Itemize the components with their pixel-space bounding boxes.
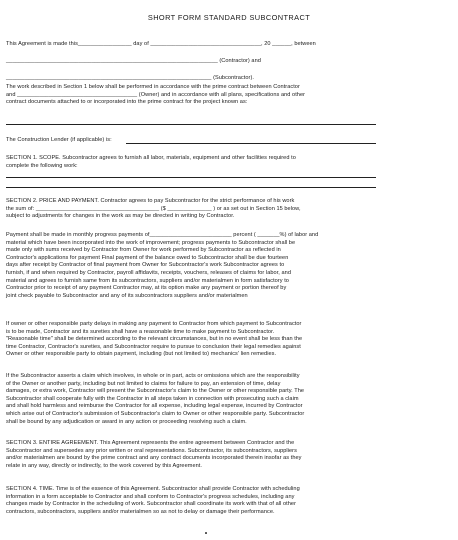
- payment-line: Payment shall be made in monthly progress payments of__________________________ percent ( _______%) of labor and: [6, 232, 319, 238]
- section-3-line: Subcontractor and supersedes any prior written or oral representations. Subcontractor, its subcontractors, suppliers: [6, 447, 297, 454]
- payment-paragraph: [6, 232, 452, 300]
- work-described-line: contract documents attached to or incorporated into the prime contract for the project known as:: [6, 99, 248, 106]
- payment-line: furnish, if and when required by Contractor, payroll affidavits, receipts, vouchers, releases of claims for labor, and: [6, 269, 292, 276]
- section-2-line: the sum of: _______________________________________ ($ ______________ ) or as set out in Section 15 below,: [6, 205, 301, 212]
- payment-line: material which have been incorporated into the work of improvement; progress payments to Subcontractor shall be: [6, 239, 296, 246]
- section-1-scope: [6, 155, 452, 170]
- delay-line: "Reasonable time" shall be determined according to the relevant circumstances, but in no event shall be less than the: [6, 336, 303, 343]
- delay-line: is to be made, Contractor and its sureties shall have a reasonable time to make payment to Subcontractor.: [6, 328, 275, 335]
- project-blank-line: [6, 124, 376, 125]
- section-2-line: SECTION 2. PRICE AND PAYMENT. Contractor agrees to pay Subcontractor for the strict performance of his work: [6, 198, 295, 204]
- payment-line: Contractor prior to receipt of any payment Contractor may, at its option make any payment or portion thereof by: [6, 285, 287, 292]
- delay-line: Owner or other responsible party to obtain payment, including (but not limited to) mechanics' lien remedies.: [6, 351, 277, 358]
- section-2-price-and-payment: [6, 198, 452, 221]
- payment-line: material and agrees to furnish same from its subcontractors, suppliers and/or materialmen in form satisfactory to: [6, 277, 289, 284]
- claim-line: If the Subcontractor asserts a claim which involves, in whole or in part, acts or omissions which are the responsibility: [6, 373, 300, 379]
- section-4-line: information in a form acceptable to Contractor and shall conform to Contractor's progress schedules, including any: [6, 493, 295, 500]
- scope-blank-line-2: [6, 187, 376, 188]
- document-title: SHORT FORM STANDARD SUBCONTRACT: [147, 13, 311, 22]
- claim-line: shall be bound by any adjudication or award in any action or proceeding resolving such a claim.: [6, 418, 247, 425]
- page-mark-dot: [205, 532, 207, 534]
- delay-line: time Contractor, Contractor's sureties, and Subcontractor require to pursue to conclusion their legal remedies against: [6, 343, 301, 350]
- payment-line: Contractor's applications for payment Final payment of the balance owed to Subcontractor shall be due fourteen: [6, 254, 289, 261]
- payment-delay-paragraph: [6, 321, 452, 359]
- intro-date-line: This Agreement is made this_________________ day of ___________________________________, 20 ______, between: [6, 41, 316, 47]
- claim-line: Subcontractor shall cooperate fully with the Contractor in all steps taken in connection with prosecuting such a claim: [6, 395, 299, 402]
- section-1-line: SECTION 1. SCOPE. Subcontractor agrees to furnish all labor, materials, equipment and other facilities required to: [6, 155, 296, 161]
- payment-line: made only with sums received by Contractor from Owner for work performed by Subcontractor as reflected in: [6, 247, 281, 254]
- work-described-line: and ______________________________________ (Owner) and in accordance with all plans, specifications and other: [6, 91, 306, 98]
- payment-line: joint check payable to Subcontractor and any of its subcontractors suppliers and/or materialmen: [6, 292, 248, 299]
- section-3-line: and/or materialmen are bound by the prime contract and any contract documents incorporated therein insofar as they: [6, 455, 302, 462]
- section-4-time: [6, 486, 452, 516]
- lender-label-text: The Construction Lender (if applicable) is:: [6, 137, 112, 143]
- claim-line: and shall hold harmless and reimburse the Contractor for all expense, including legal expense, incurred by Contractor: [6, 403, 303, 410]
- lender-blank-line: [126, 143, 376, 144]
- section-4-line: SECTION 4. TIME. Time is of the essence of this Agreement. Subcontractor shall provide Contractor with scheduling: [6, 486, 300, 492]
- intro-subcontractor-line: _________________________________________________________________ (Subcontractor).: [6, 75, 254, 81]
- section-3-entire-agreement: [6, 440, 452, 470]
- work-described-line: The work described in Section 1 below shall be performed in accordance with the prime contract between Contractor: [6, 84, 300, 90]
- section-4-line: changes made by Contractor in the scheduling of work. Subcontractor shall coordinate its work with that of all other: [6, 501, 296, 508]
- delay-line: If owner or other responsible party delays in making any payment to Contractor from which payment to Subcontractor: [6, 321, 302, 327]
- payment-line: days after receipt by Contractor of final payment from Owner for Subcontractor's work Subcontractor agrees to: [6, 262, 285, 269]
- subcontractor-claim-paragraph: [6, 373, 452, 426]
- section-2-line: subject to adjustments for changes in the work as may be directed in writing by Contractor.: [6, 213, 235, 220]
- section-1-line: complete the following work:: [6, 162, 78, 169]
- work-described-paragraph: [6, 84, 452, 107]
- claim-line: which arise out of Contractor's submission of Subcontractor's claim to Owner or other responsible party. Subcontractor: [6, 410, 305, 417]
- claim-line: of the Owner or another party, including but not limited to claims for failure to pay, an extension of time, delay: [6, 380, 281, 387]
- claim-line: damages, or extra work, Contractor will present the Subcontractor's claim to the Owner or other responsible party. The: [6, 388, 305, 395]
- section-3-line: relate in any way, directly or indirectly, to the work covered by this Agreement.: [6, 462, 202, 469]
- section-3-line: SECTION 3. ENTIRE AGREEMENT. This Agreement represents the entire agreement between Contractor and the: [6, 440, 295, 446]
- intro-contractor-line: ___________________________________________________________________ (Contractor) and: [6, 58, 261, 64]
- section-4-line: contractors, subcontractors, suppliers and/or materialmen so as not to delay or damage their performance.: [6, 508, 275, 515]
- scope-blank-line-1: [6, 177, 376, 178]
